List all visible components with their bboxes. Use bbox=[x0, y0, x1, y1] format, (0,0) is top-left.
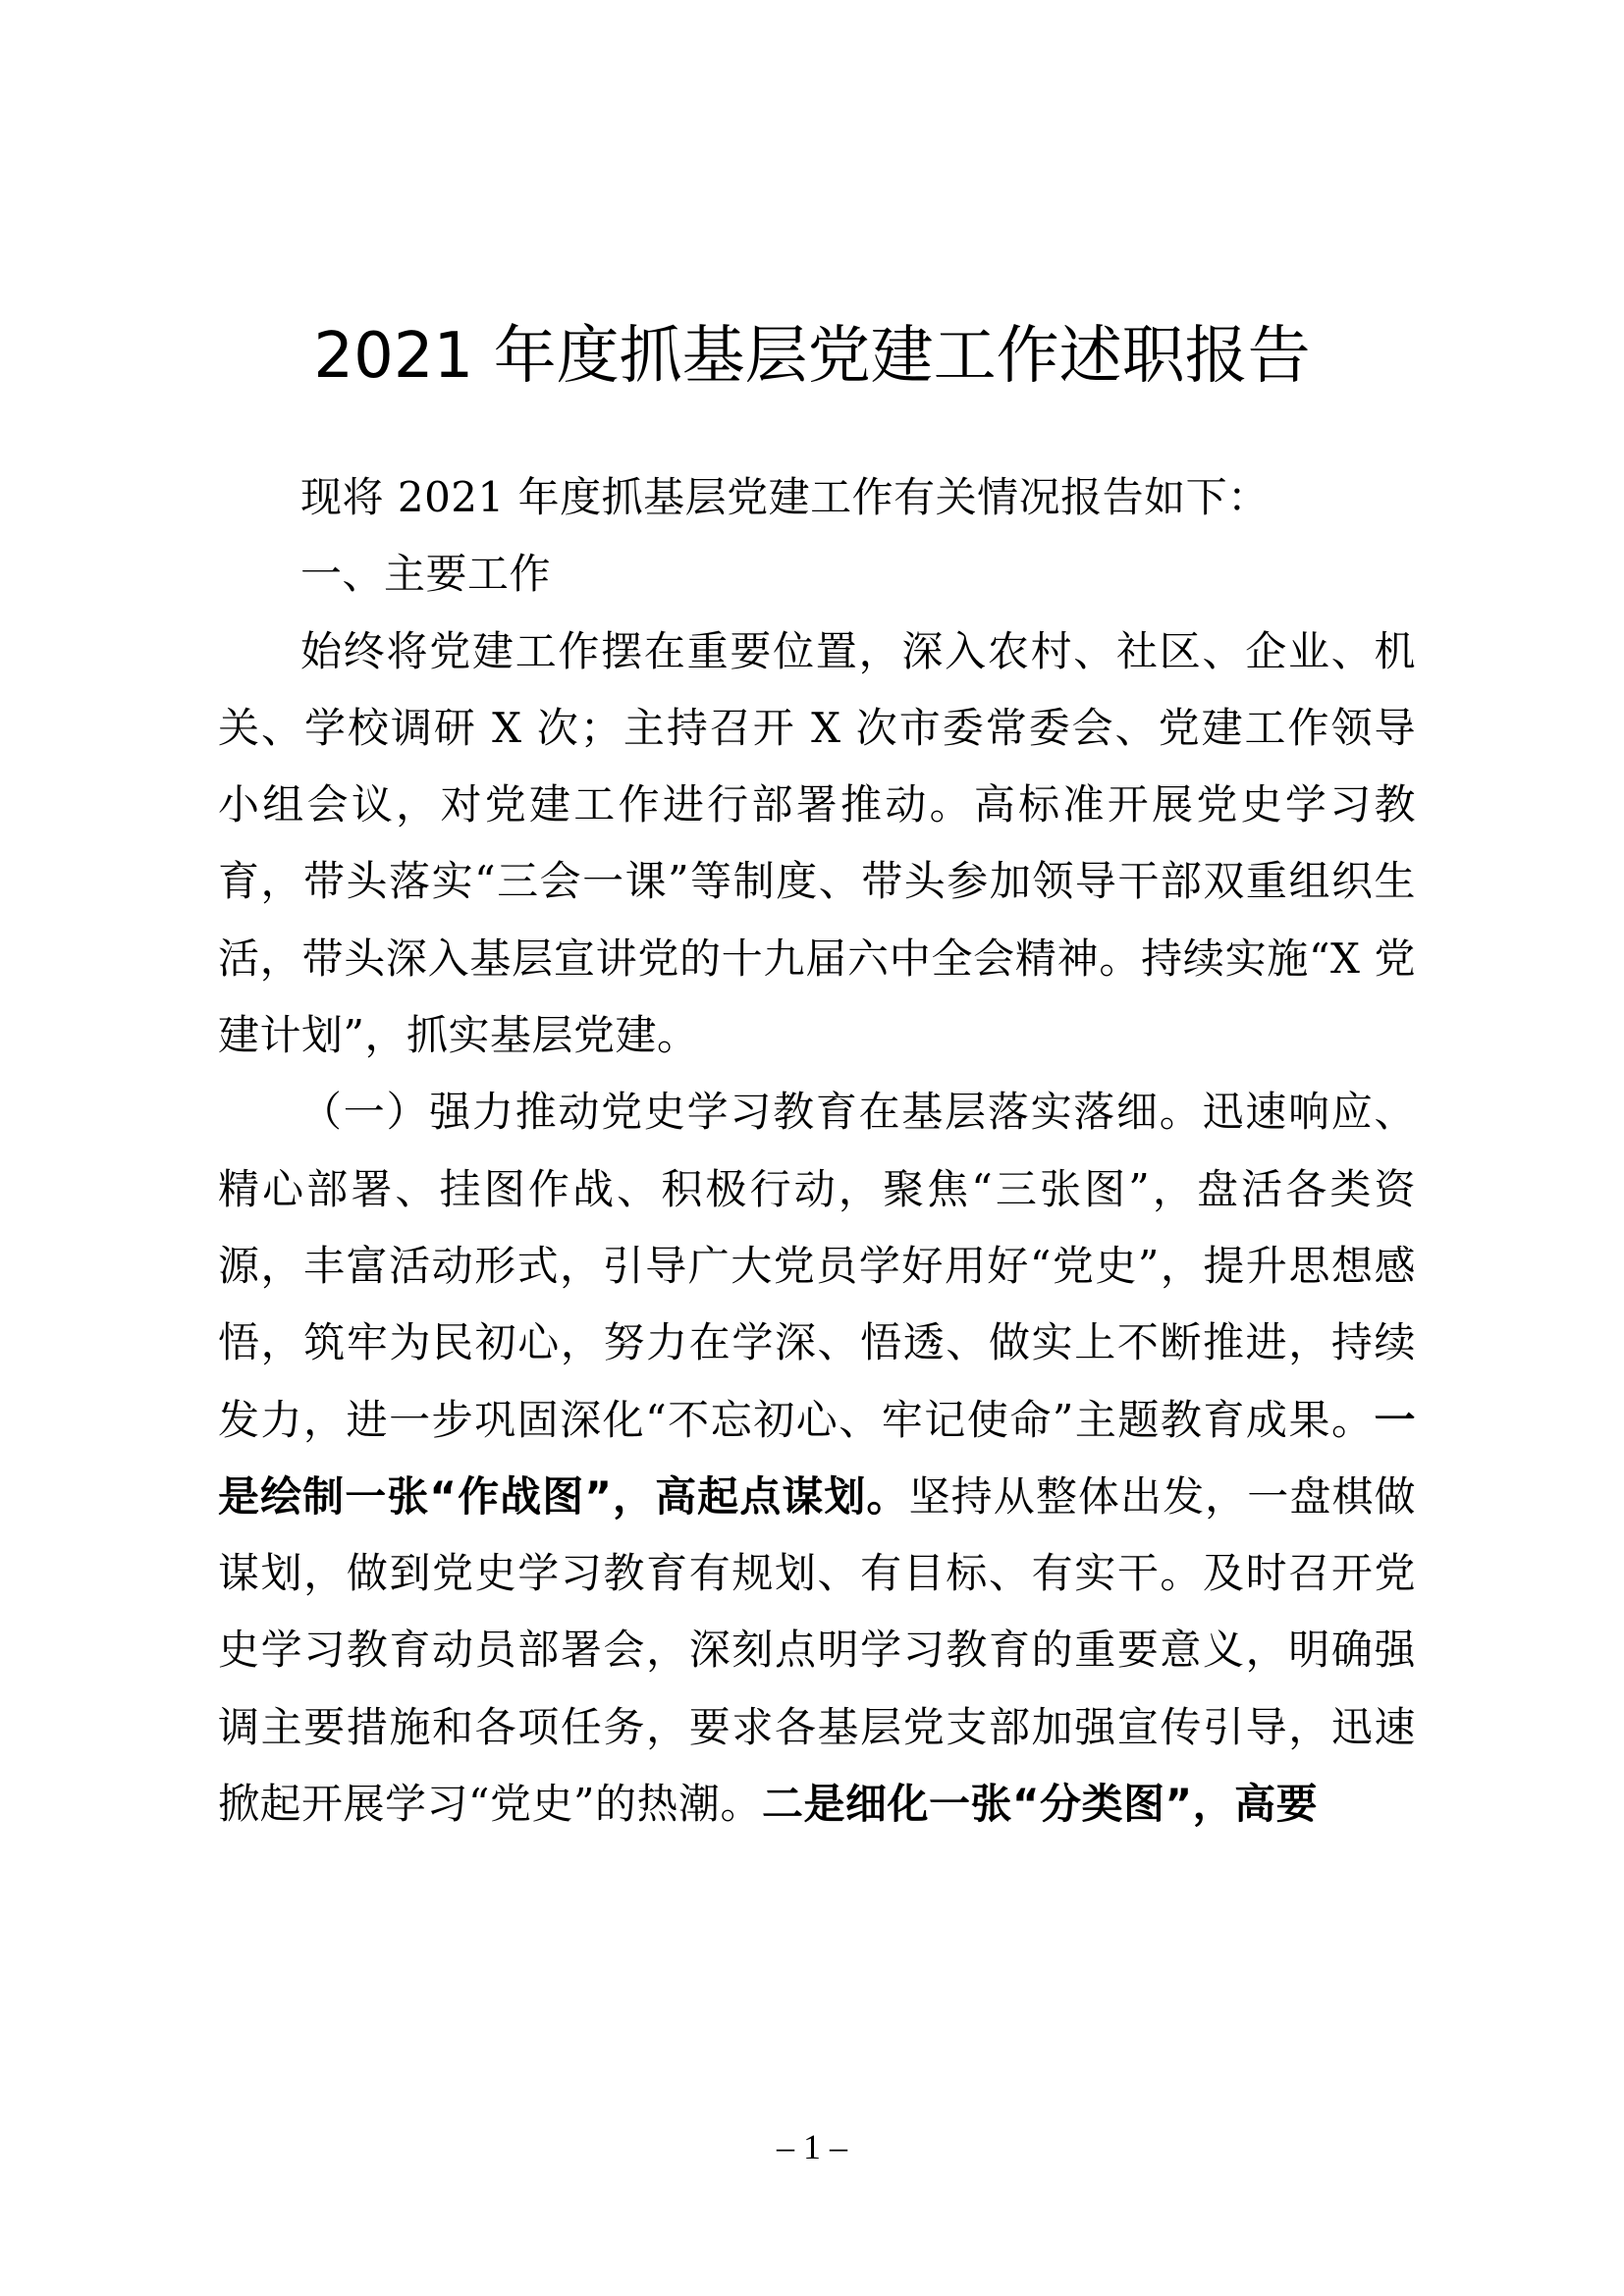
paragraph-text-segment: 坚持从整体出发，一盘棋做谋划，做到党史学习教育有规划、有目标、有实干。及时召开党史学习教育动员部署会，深刻点明学习教育的重要意义，明确强调主要措施和各项任务，要求各基层党支部加强宣传引导，迅速掀起开展学习“党史”的热潮。 bbox=[218, 1471, 1416, 1829]
document-title: 2021 年度抓基层党建工作述职报告 bbox=[313, 320, 1311, 393]
body-paragraph-1: 始终将党建工作摆在重要位置，深入农村、社区、企业、机关、学校调研 X 次；主持召开 X 次市委常委会、党建工作领导小组会议，对党建工作进行部署推动。高标准开展党史学习教育，带头落实“三会一课”等制度、带头参加领导干部双重组织生活，带头深入基层宣讲党的十九届六中全会精神。持续实施“X 党建计划”，抓实基层党建。 bbox=[218, 626, 1416, 1060]
intro-paragraph: 现将 2021 年度抓基层党建工作有关情况报告如下： bbox=[300, 473, 1270, 521]
page-number: – 1 – bbox=[777, 2127, 847, 2166]
paragraph-text-segment: （一）强力推动党史学习教育在基层落实落细。迅速响应、精心部署、挂图作战、积极行动，聚焦“三张图”，盘活各类资源，丰富活动形式，引导广大党员学好用好“党史”，提升思想感悟，筑牢为民初心，努力在学深、悟透、做实上不断推进，持续发力，进一步巩固深化“不忘初心、牢记使命”主题教育成果。 bbox=[218, 1088, 1416, 1444]
bold-highlight-2: 二是细化一张“分类图”，高要 bbox=[761, 1780, 1319, 1829]
body-paragraph-2 bbox=[218, 1074, 1416, 1842]
bold-highlight-1: 一是绘制一张“作战图”，高起点谋划。 bbox=[218, 1395, 1416, 1521]
section-heading: 一、主要工作 bbox=[300, 550, 552, 599]
document-body bbox=[218, 459, 1416, 1842]
